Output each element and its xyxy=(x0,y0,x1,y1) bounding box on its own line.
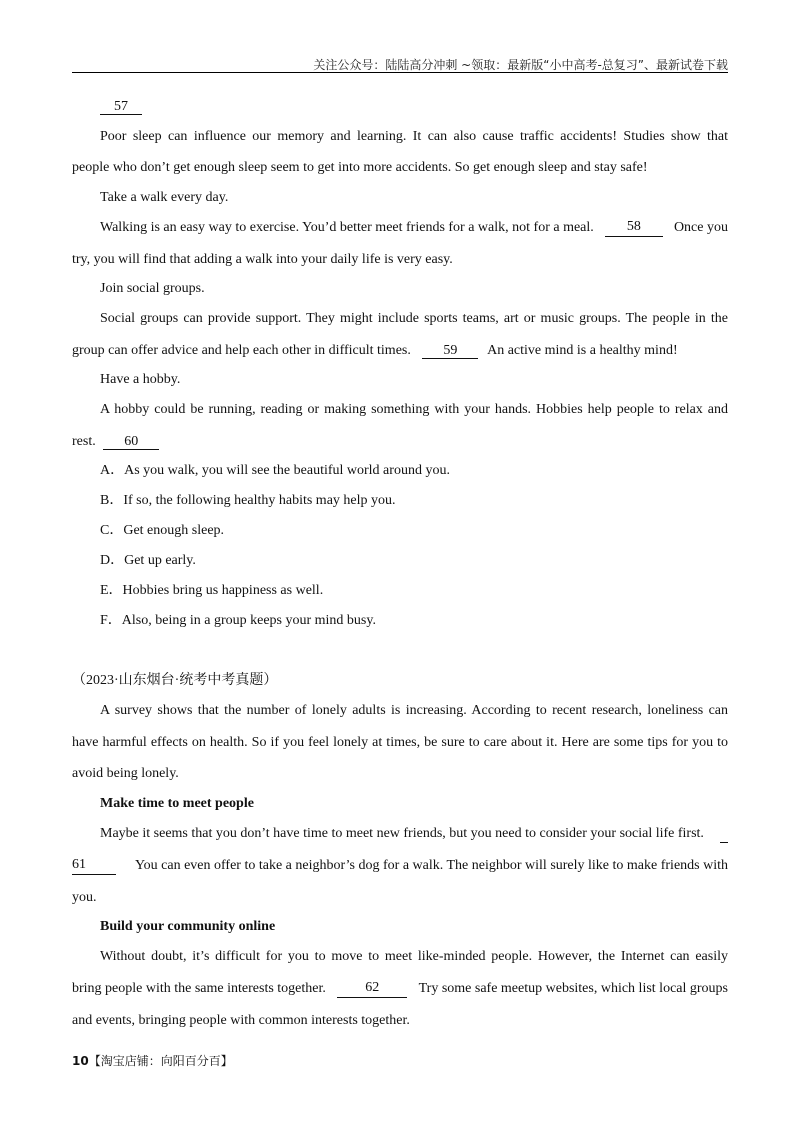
heading-walk: Take a walk every day. xyxy=(100,190,229,205)
option-a: A．As you walk, you will see the beautiful world around you. xyxy=(100,463,450,478)
heading-meet-people: Make time to meet people xyxy=(100,796,254,811)
paragraph-online-line-2 xyxy=(72,980,728,998)
paragraph-meet-line-2 xyxy=(72,857,728,875)
paragraph-online-line-1: Without doubt, it’s difficult for you to move to meet like-minded people. However, the Internet can easily xyxy=(100,949,728,964)
paragraph-online-text-a: bring people with the same interests together. xyxy=(72,981,326,996)
paragraph-meet-line-3: you. xyxy=(72,890,97,905)
paragraph-sleep-line-2: people who don’t get enough sleep seem to get into more accidents. So get enough sleep and stay safe! xyxy=(72,160,648,175)
paragraph-online-line-3: and events, bringing people with common interests together. xyxy=(72,1013,410,1028)
shop-label: 【淘宝店铺：向阳百分百】 xyxy=(88,1054,233,1068)
paragraph-meet-line-1 xyxy=(100,825,728,843)
paragraph-hobby-line-2 xyxy=(72,433,728,451)
option-e: E．Hobbies bring us happiness as well. xyxy=(100,583,324,598)
option-d: D．Get up early. xyxy=(100,553,196,568)
option-f: F．Also, being in a group keeps your mind busy. xyxy=(100,613,376,628)
heading-social: Join social groups. xyxy=(100,281,205,296)
option-c: C．Get enough sleep. xyxy=(100,523,225,538)
paragraph-walk-line-1 xyxy=(100,219,728,237)
paragraph-survey-line-2: have harmful effects on health. So if you feel lonely at times, be sure to care about it. Here are some tips for you to xyxy=(72,735,728,750)
blank-61-start xyxy=(720,825,728,843)
heading-hobby: Have a hobby. xyxy=(100,372,181,387)
paragraph-social-line-1: Social groups can provide support. They might include sports teams, art or music groups. The people in the xyxy=(100,311,728,326)
blank-59: 59 xyxy=(422,343,478,359)
paragraph-meet-text-a: Maybe it seems that you don’t have time to meet new friends, but you need to consider your social life first. xyxy=(100,826,704,841)
paragraph-meet-text-b: You can even offer to take a neighbor’s dog for a walk. The neighbor will surely like to make friends with xyxy=(134,858,728,873)
paragraph-walk-text-b: Once you xyxy=(673,220,728,235)
paragraph-online-text-b: Try some safe meetup websites, which list local groups xyxy=(418,981,728,996)
paragraph-social-text-b: An active mind is a healthy mind! xyxy=(487,343,678,358)
paragraph-sleep-line-1: Poor sleep can influence our memory and learning. It can also cause traffic accidents! Studies show that xyxy=(100,129,728,144)
paragraph-social-text-a: group can offer advice and help each other in difficult times. xyxy=(72,343,411,358)
blank-61: 61 xyxy=(72,857,116,875)
page-number: 10 xyxy=(72,1054,89,1068)
page-header: 关注公众号：陆陆高分冲刺 ~领取：最新版“小中高考-总复习”、最新试卷下载 xyxy=(313,58,728,72)
page-footer xyxy=(72,1052,233,1069)
blank-57: 57 xyxy=(100,99,142,115)
heading-online: Build your community online xyxy=(100,919,276,934)
paragraph-hobby-text-a: rest. xyxy=(72,434,96,449)
blank-58: 58 xyxy=(605,219,663,237)
option-b: B．If so, the following healthy habits may help you. xyxy=(100,493,396,508)
paragraph-hobby-line-1: A hobby could be running, reading or making something with your hands. Hobbies help people to relax and xyxy=(100,402,728,417)
paragraph-social-line-2 xyxy=(72,342,728,360)
paragraph-walk-line-2: try, you will find that adding a walk into your daily life is very easy. xyxy=(72,252,453,267)
header-rule xyxy=(72,72,728,73)
blank-line-57 xyxy=(100,98,728,116)
question-source: （2023·山东烟台·统考中考真题） xyxy=(72,673,278,688)
paragraph-survey-line-3: avoid being lonely. xyxy=(72,766,179,781)
paragraph-walk-text-a: Walking is an easy way to exercise. You’d better meet friends for a walk, not for a meal. xyxy=(100,220,594,235)
paragraph-survey-line-1: A survey shows that the number of lonely adults is increasing. According to recent research, loneliness can xyxy=(100,703,728,718)
blank-60: 60 xyxy=(103,434,159,450)
blank-62: 62 xyxy=(337,980,407,998)
